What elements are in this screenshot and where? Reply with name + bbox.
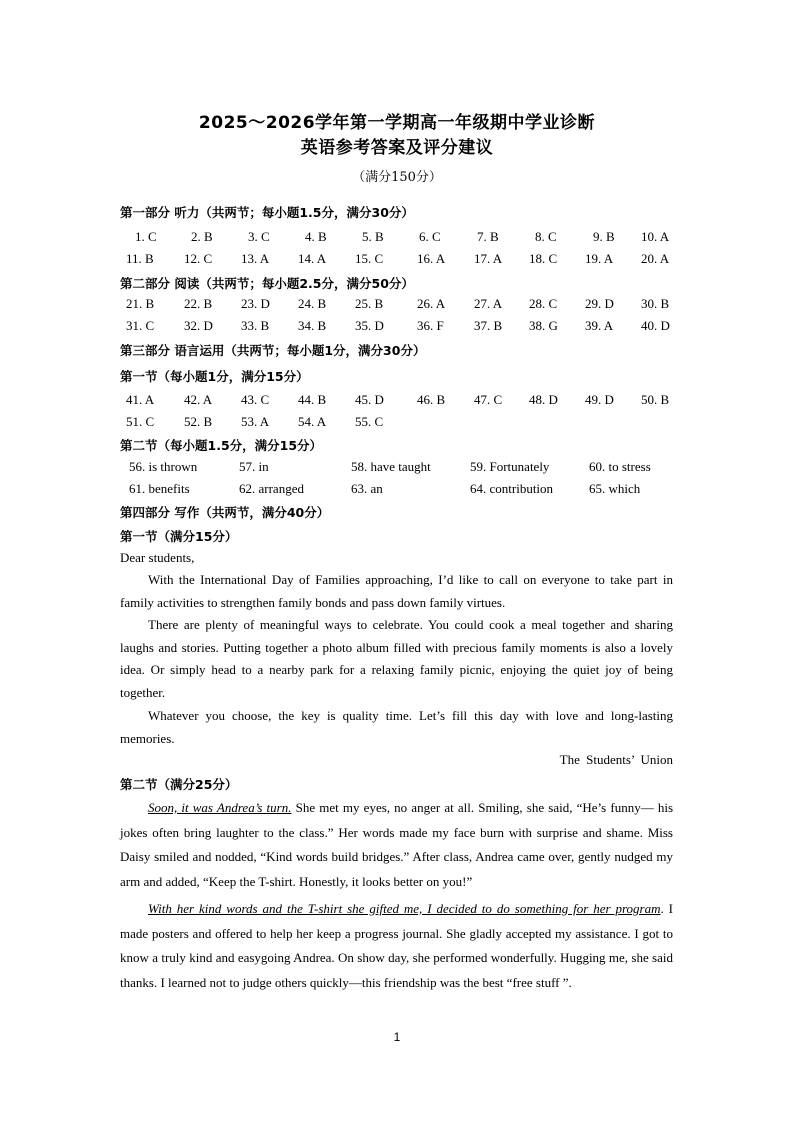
- answer-item: 41. A: [126, 392, 155, 407]
- answer-item: 14. A: [298, 251, 327, 266]
- answer-item: 45. D: [355, 392, 384, 407]
- answer-item: 40. D: [641, 318, 670, 333]
- answer-item: 12. C: [184, 251, 213, 266]
- part4-section2-heading: 第二节（满分25分）: [120, 777, 238, 792]
- letter-paragraph-1: With the International Day of Families approaching, I’d like to call on everyone to take part in family activities to strengthen family bonds and pass down family virtues.: [120, 572, 673, 610]
- answer-item: 25. B: [355, 296, 384, 311]
- answer-item: 46. B: [417, 392, 446, 407]
- part1-row-2: [0, 251, 794, 271]
- answer-item: 59. Fortunately: [470, 459, 550, 474]
- answer-item: 15. C: [355, 251, 384, 266]
- answer-item: 44. B: [298, 392, 327, 407]
- answer-item: 7. B: [477, 229, 499, 244]
- full-score-note: （满分150分）: [352, 170, 442, 185]
- answer-item: 29. D: [585, 296, 614, 311]
- answer-item: 64. contribution: [470, 481, 554, 496]
- answer-item: 37. B: [474, 318, 503, 333]
- part1-row-1: [0, 229, 794, 249]
- part2-row-2: [0, 318, 794, 338]
- answer-item: 21. B: [126, 296, 155, 311]
- part3-s2-row-2: [0, 481, 794, 501]
- answer-item: 1. C: [135, 229, 157, 244]
- answer-item: 55. C: [355, 414, 384, 429]
- answer-item: 39. A: [585, 318, 614, 333]
- answer-item: 57. in: [239, 459, 269, 474]
- answer-item: 58. have taught: [351, 459, 431, 474]
- answer-item: 13. A: [241, 251, 270, 266]
- story-p1-text: She met my eyes, no anger at all. Smiling, she said, “He’s funny— his jokes often bring laughter to the class.” Her words made my face burn with surprise and shame. Miss Daisy smiled and nodded, “Kind words build bridges.” After class, Andrea came over, gently nudged my arm and added, “Keep the T-shirt. Honestly, it looks better on you!”: [120, 800, 674, 889]
- story-paragraph-2: [120, 897, 673, 995]
- letter-paragraph-3: Whatever you choose, the key is quality time. Let’s fill this day with love and long-lasting memories.: [120, 708, 673, 746]
- part3-section1-heading: 第一节（每小题1分，满分15分）: [120, 369, 309, 384]
- page-title: 2025～2026学年第一学期高一年级期中学业诊断: [198, 113, 596, 133]
- answer-item: 38. G: [529, 318, 558, 333]
- answer-item: 35. D: [355, 318, 384, 333]
- part3-s2-row-1: [0, 459, 794, 479]
- letter-signature: The Students’ Union: [559, 752, 673, 767]
- answer-item: 27. A: [474, 296, 503, 311]
- answer-item: 34. B: [298, 318, 327, 333]
- answer-item: 23. D: [241, 296, 270, 311]
- answer-item: 53. A: [241, 414, 270, 429]
- answer-item: 16. A: [417, 251, 446, 266]
- answer-item: 10. A: [641, 229, 670, 244]
- story-p1-underlined-lead: Soon, it was Andrea’s turn.: [148, 800, 292, 815]
- answer-item: 22. B: [184, 296, 213, 311]
- answer-item: 4. B: [305, 229, 327, 244]
- answer-item: 61. benefits: [129, 481, 190, 496]
- answer-item: 8. C: [535, 229, 557, 244]
- answer-item: 9. B: [593, 229, 615, 244]
- letter-paragraph-2: There are plenty of meaningful ways to celebrate. You could cook a meal together and sharing laughs and stories. Putting together a photo album filled with precious family moments is also a lovely idea. Or simply head to a nearby park for a relaxing family picnic, enjoying the quiet joy of being together.: [120, 617, 673, 700]
- answer-item: 48. D: [529, 392, 558, 407]
- answer-item: 47. C: [474, 392, 503, 407]
- answer-item: 11. B: [126, 251, 154, 266]
- answer-item: 18. C: [529, 251, 558, 266]
- part3-s1-row-1: [0, 392, 794, 412]
- answer-item: 20. A: [641, 251, 670, 266]
- answer-item: 2. B: [191, 229, 213, 244]
- answer-item: 52. B: [184, 414, 213, 429]
- part3-s1-row-2: [0, 414, 794, 434]
- page-subtitle-title: 英语参考答案及评分建议: [300, 138, 494, 158]
- answer-item: 60. to stress: [589, 459, 651, 474]
- answer-item: 28. C: [529, 296, 558, 311]
- answer-item: 17. A: [474, 251, 503, 266]
- answer-item: 49. D: [585, 392, 614, 407]
- answer-item: 6. C: [419, 229, 441, 244]
- answer-item: 26. A: [417, 296, 446, 311]
- part2-row-1: [0, 296, 794, 316]
- letter-salutation: Dear students,: [120, 550, 195, 565]
- answer-item: 30. B: [641, 296, 670, 311]
- answer-item: 56. is thrown: [129, 459, 198, 474]
- answer-item: 65. which: [589, 481, 641, 496]
- story-paragraph-1: [120, 796, 673, 894]
- answer-item: 50. B: [641, 392, 670, 407]
- answer-item: 24. B: [298, 296, 327, 311]
- answer-item: 51. C: [126, 414, 155, 429]
- answer-item: 5. B: [362, 229, 384, 244]
- answer-item: 32. D: [184, 318, 213, 333]
- answer-item: 36. F: [417, 318, 444, 333]
- answer-item: 54. A: [298, 414, 327, 429]
- story-p2-underlined-lead: With her kind words and the T-shirt she gifted me, I decided to do something for her program: [148, 901, 661, 916]
- part4-heading: 第四部分 写作（共两节，满分40分）: [120, 505, 330, 520]
- answer-item: 31. C: [126, 318, 155, 333]
- page-number: 1: [393, 1030, 401, 1044]
- answer-item: 42. A: [184, 392, 213, 407]
- part2-heading: 第二部分 阅读（共两节；每小题2.5分，满分50分）: [120, 276, 414, 291]
- answer-item: 63. an: [351, 481, 383, 496]
- answer-item: 19. A: [585, 251, 614, 266]
- part3-section2-heading: 第二节（每小题1.5分，满分15分）: [120, 438, 323, 453]
- part4-section1-heading: 第一节（满分15分）: [120, 529, 238, 544]
- answer-item: 3. C: [248, 229, 270, 244]
- answer-item: 62. arranged: [239, 481, 304, 496]
- part1-heading: 第一部分 听力（共两节；每小题1.5分，满分30分）: [120, 205, 414, 220]
- part3-heading: 第三部分 语言运用（共两节；每小题1分，满分30分）: [120, 343, 426, 358]
- story-p2-text: . I made posters and offered to help her keep a progress journal. She gladly accepted my assistance. I got to know a truly kind and easygoing Andrea. On show day, she performed wonderfully. Hugging me, she said thanks. I learned not to judge others quickly—this friendship was the best “free stuff ”.: [120, 901, 673, 990]
- answer-item: 43. C: [241, 392, 270, 407]
- answer-item: 33. B: [241, 318, 270, 333]
